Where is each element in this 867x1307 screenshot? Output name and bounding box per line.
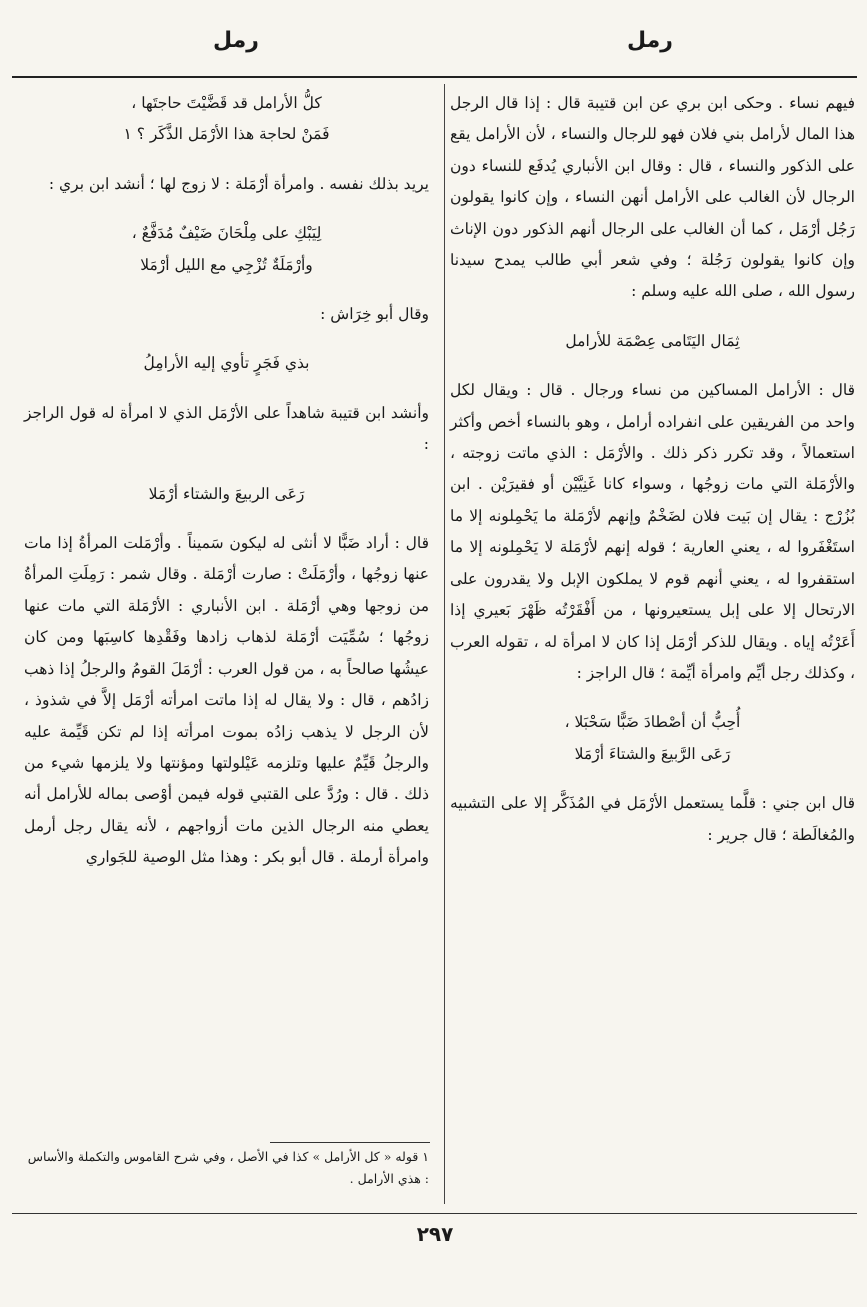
verse-line: أُحِبُّ أن أصْطادَ ضَبًّا سَحْبَلا ،: [564, 713, 741, 732]
verse-line: فَمَنْ لحاجة هذا الأرْمَل الذَّكَر ؟ ١: [123, 125, 330, 144]
footnote: ١ قوله « كل الأرامل » كذا في الأصل ، وفي شرح القاموس والتكملة والأساس : هذي الأرامل .: [27, 1149, 429, 1186]
running-header-right: رمل: [627, 28, 673, 53]
verse-line: لِيَبْكِ على مِلْحَانَ ضَيْفٌ مُدَفَّعٌ ،: [131, 224, 322, 243]
verse-line: رَعَى الرَّبيعَ والشتاءَ أرْمَلا: [574, 744, 731, 763]
paragraph: قال : أراد ضَبًّا لا أنثى له ليكون سَميناً . وأرْمَلت المرأةُ إذا مات عنها زوجُها ، وأرْمَلَتْ : صارت أرْمَلة . وقال شمر : رَمِلَتِ المرأةُ من زوجها وهي أرْمَلة . ابن الأنباري : الأرْمَلة التي مات عنها زوجُها ؛ سُمِّيَت أرْمَلة لذهاب زادها وفَقْدِها كاسِبَها ومن كان عيشُها صالحاً به ، من قول العرب : أرْمَلَ القومُ والرجلُ إذا ذهب زادُهم ، قال : ولا يقال له إذا ماتت امرأته أرْمَل إلاَّ في شذوذ ، لأن الرجل لا يذهب زادُه بموت امرأته إذا لم تكن قَيِّمة عليه والرجلُ قَيِّمٌ عليها وتلزمه عَيْلولتها ومؤنتها ولا يلزمها شيء من ذلك . قال : ورُدَّ على القتبي قوله فيمن أوْصى بماله للأرامل أنه يعطي منه الرجال الذين مات أزواجهم ، لأنه يقال رجل أرمل وامرأة أرملة . قال أبو بكر : وهذا مثل الوصية للجَواري: [24, 534, 429, 867]
paragraph: يريد بذلك نفسه . وامرأة أرْمَلة : لا زوج لها ؛ أنشد ابن بري :: [48, 174, 429, 193]
page-number: ٢٩٧: [416, 1222, 454, 1246]
running-header-left: رمل: [213, 28, 259, 53]
paragraph: وأنشد ابن قتيبة شاهداً على الأرْمَل الذي لا امرأة له قول الراجز :: [24, 403, 429, 454]
footnote-rule: [270, 1142, 430, 1143]
paragraph: قال : الأرامل المساكين من نساء ورجال . قال : ويقال لكل واحد من الفريقين على انفراده أرامل ، وهو بالنساء أخص وأكثر استعمالاً ، وقد تكرر ذكر ذلك . والأرْمَل : الذي ماتت زوجته ، والأرْمَلة التي مات زوجُها ، وسواء كانا غَنِيَّيْن أو فقيرَيْن . ابن بُزُرْج : يقال إن بَيت فلان لضَخْمٌ وإنهم لأرْمَلة ما يَحْمِلونه إلا ما استَغْفَروا له ، يعني العارية ؛ قوله إنهم لأرْمَلة لا يَحْمِلونه إلا ما استقفروا له ، يعني أنهم قوم لا يملكون الإبل ولا يقدرون على الارتحال إلا على إبل يستعيرونها ، من أَفْقَرْتُه ظَهْرَ بَعيري إذا أَعَرْتُه إياه . ويقال للذكر أرْمَل إذا كان لا امرأة له ، تقوله العرب ، وكذلك رجل أيِّم وامرأة أيِّمة ؛ قال الراجز :: [450, 381, 855, 682]
verse-line: رَعَى الربيعَ والشتاء أرْمَلا: [148, 484, 305, 503]
footer-rule: [12, 1213, 857, 1214]
paragraph: فيهم نساء . وحكى ابن بري عن ابن قتيبة قال : إذا قال الرجل هذا المال لأرامل بني فلان فهو للرجال والنساء ، لأن الأرامل يقع على الذكور والنساء ، قال : وقال ابن الأنباري يُدفَع للنساء دون الرجال لأن الغالب على الأرامل أنهن النساء ، وإن كانوا يقولون رَجُل أرْمَل ، كما أن الغالب على الرجال أنهم الذكور دون الإناث وإن كانوا يقولون رَجُلة ؛ وفي شعر أبي طالب يمدح سيدنا رسول الله ، صلى الله عليه وسلم :: [450, 94, 855, 301]
verse-line: كلُّ الأرامل قد قَضَّيْتَ حاجتَها ،: [131, 94, 322, 112]
left-column: [24, 88, 429, 874]
verse-line: بذي فَجَرٍ تأوي إليه الأرامِلُ: [143, 354, 310, 373]
paragraph: وقال أبو خِرَاش :: [320, 305, 429, 324]
verse-line: ثِمَال اليَتَامى عِصْمَة للأرامل: [565, 331, 740, 350]
header-rule: [12, 76, 857, 78]
verse-line: وأرْمَلَةٌ تُزْجِي مع الليل أرْمَلا: [140, 255, 313, 274]
right-column: [450, 88, 855, 851]
column-divider: [444, 84, 445, 1204]
paragraph: قال ابن جني : قلَّما يستعمل الأرْمَل في المُذَكَّر إلا على التشبيه والمُغالَطة ؛ قال جرير :: [450, 794, 855, 844]
